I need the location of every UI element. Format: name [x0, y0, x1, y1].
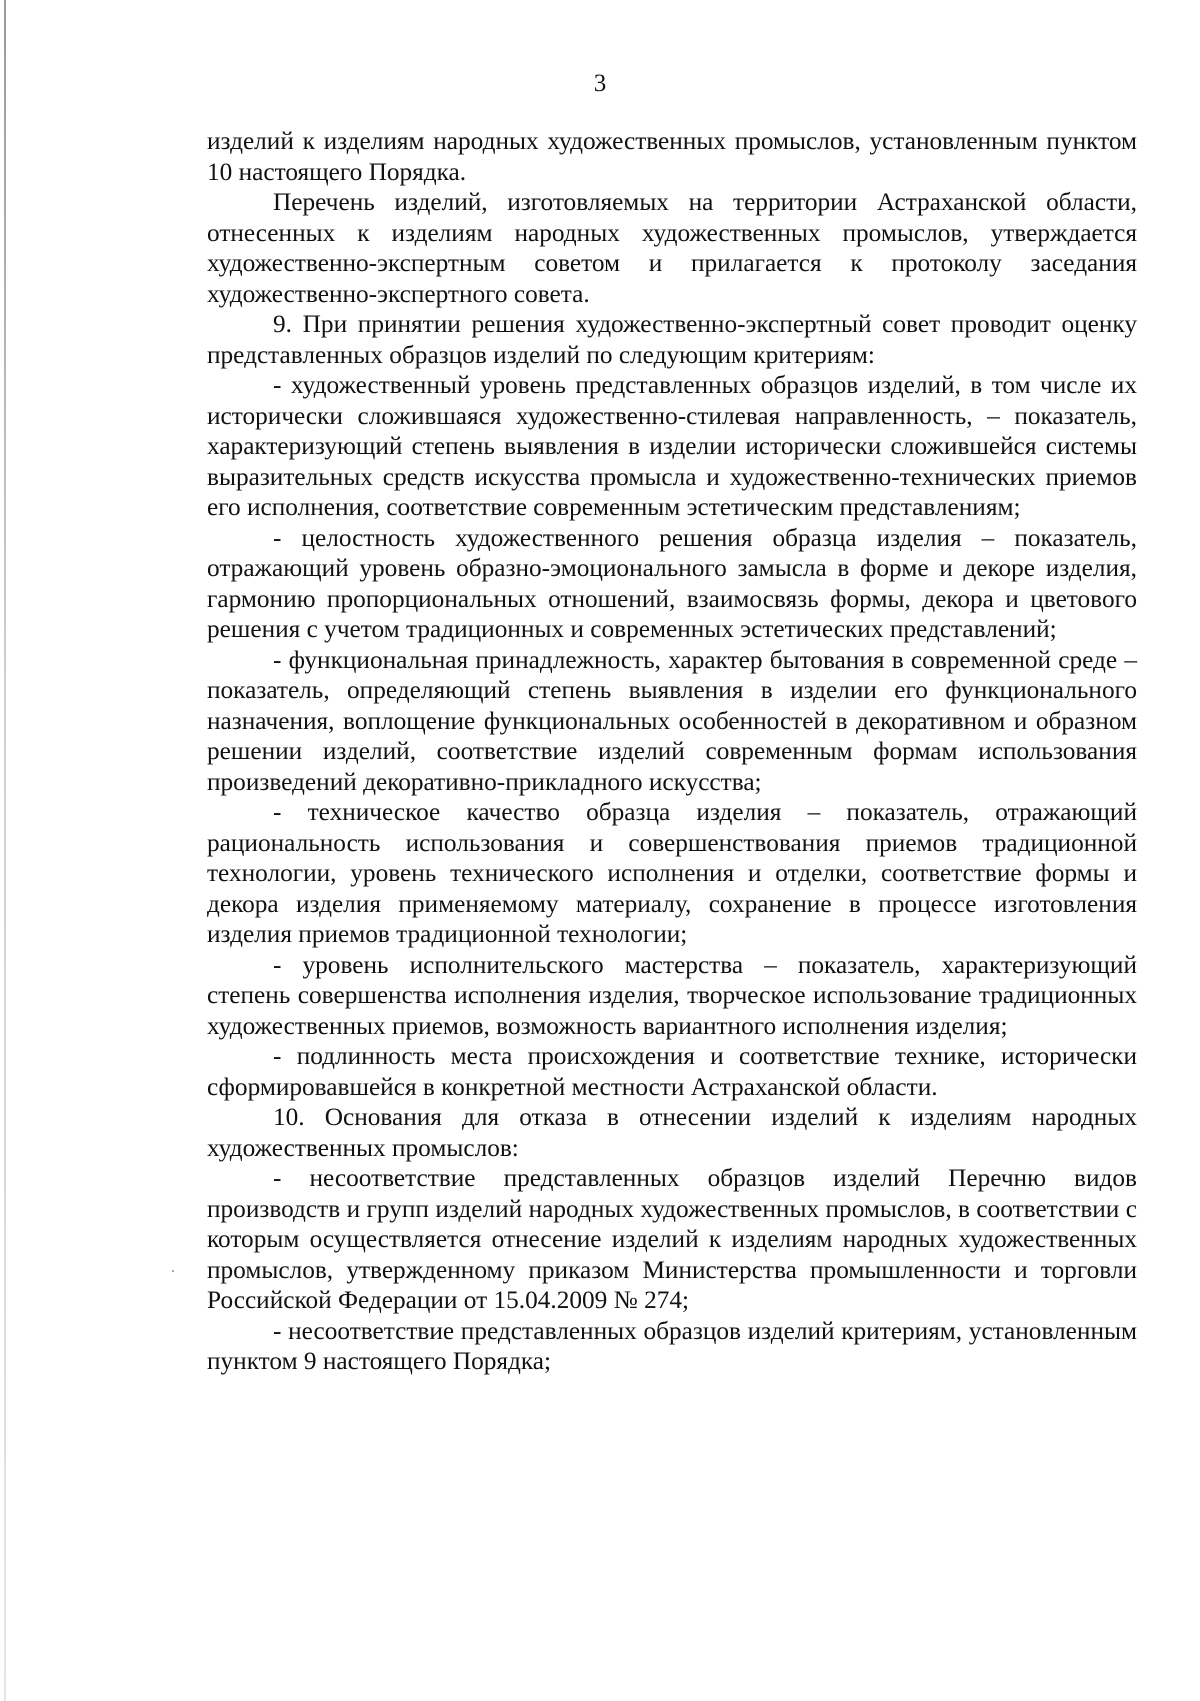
criterion-functional: - функциональная принадлежность, характер бытования в современной среде – показатель, определяющий степень выявления в изделии его функционального назначения, воплощение функциональных особенностей в декоративном и образном решении изделий, соответствие изделий современным формам использования произведений декоративно-прикладного искусства; [207, 645, 1137, 796]
document-body [207, 126, 1137, 1377]
criterion-integrity: - целостность художественного решения образца изделия – показатель, отражающий уровень образно-эмоционального замысла в форме и декоре изделия, гармонию пропорциональных отношений, взаимосвязь формы, декора и цветового решения с учетом традиционных и современных эстетических представлений; [207, 523, 1137, 643]
page-number: 3 [593, 70, 607, 97]
paragraph-continuation: изделий к изделиям народных художественных промыслов, установленным пунктом 10 настоящего Порядка. [207, 127, 1137, 186]
scan-speck [172, 1270, 174, 1272]
criterion-craftsmanship: - уровень исполнительского мастерства – показатель, характеризующий степень совершенства исполнения изделия, творческое использование традиционных художественных приемов, возможность вариантного исполнения изделия; [207, 950, 1137, 1040]
criterion-authenticity: - подлинность места происхождения и соответствие технике, исторически сформировавшейся в конкретной местности Астраханской области. [207, 1042, 1137, 1101]
criterion-artistic-level: - художественный уровень представленных образцов изделий, в том числе их исторически сложившаяся художественно-стилевая направленность, – показатель, характеризующий степень выявления в изделии исторически сложившейся системы выразительных средств искусства промысла и художественно-технических приемов его исполнения, соответствие современным эстетическим представлениям; [207, 371, 1137, 521]
refusal-ground-list-mismatch: - несоответствие представленных образцов изделий Перечню видов производств и групп изделий народных художественных промыслов, в соответствии с которым осуществляется отнесение изделий к изделиям народных художественных промыслов, утвержденному приказом Министерства промышленности и торговли Российской Федерации от 15.04.2009 № 274; [207, 1164, 1137, 1314]
refusal-ground-criteria-mismatch: - несоответствие представленных образцов изделий критериям, установленным пунктом 9 настоящего Порядка; [207, 1316, 1137, 1375]
criterion-technical-quality: - техническое качество образца изделия – показатель, отражающий рациональность использования и совершенствования приемов традиционной технологии, уровень технического исполнения и отделки, соответствие формы и декора изделия применяемому материалу, сохранение в процессе изготовления изделия приемов традиционной технологии; [207, 798, 1137, 948]
paragraph-item-10: 10. Основания для отказа в отнесении изделий к изделиям народных художественных промыслов: [207, 1103, 1137, 1162]
scan-edge-shadow [4, 0, 6, 1701]
paragraph-item-9: 9. При принятии решения художественно-экспертный совет проводит оценку представленных образцов изделий по следующим критериям: [207, 310, 1137, 369]
paragraph-list-approval: Перечень изделий, изготовляемых на территории Астраханской области, отнесенных к изделиям народных художественных промыслов, утверждается художественно-экспертным советом и прилагается к протоколу заседания художественно-экспертного совета. [207, 188, 1137, 308]
